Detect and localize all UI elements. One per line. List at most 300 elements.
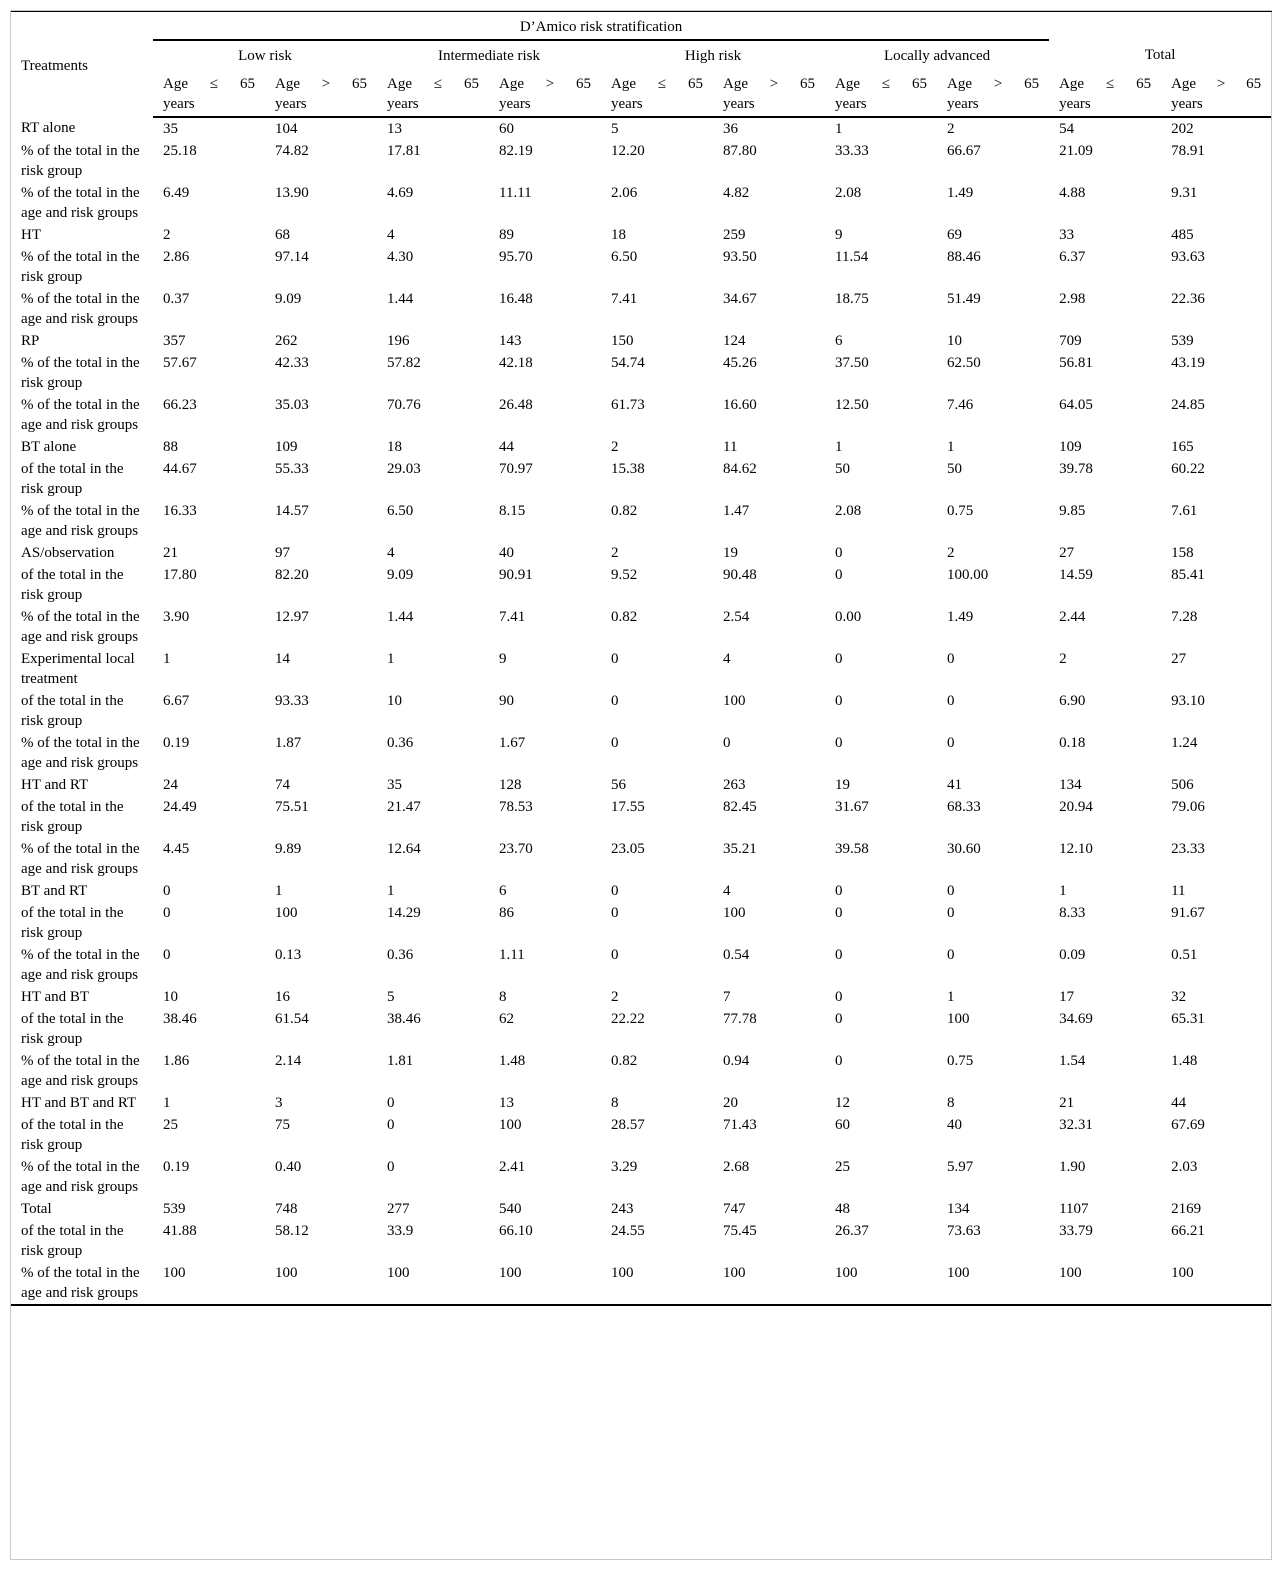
table-row bbox=[11, 1114, 1271, 1156]
table-cell: 0 bbox=[163, 883, 171, 899]
treatments-header: Treatments bbox=[21, 57, 88, 74]
table-cell: 0 bbox=[611, 693, 619, 709]
table-cell: 73.63 bbox=[947, 1223, 981, 1239]
table-cell: 0.54 bbox=[723, 947, 750, 963]
table-cell: 485 bbox=[1171, 227, 1194, 243]
table-cell: 25 bbox=[835, 1159, 850, 1175]
age-header-sym: > bbox=[1216, 76, 1226, 92]
table-cell: 0 bbox=[835, 1011, 843, 1027]
table-cell: 42.18 bbox=[499, 355, 533, 371]
table-cell: 0 bbox=[835, 1053, 843, 1069]
table-cell: 35.03 bbox=[275, 397, 309, 413]
table-row bbox=[11, 1156, 1271, 1198]
table-cell: 0 bbox=[947, 693, 955, 709]
group-header-intermediate-risk: Intermediate risk bbox=[377, 40, 601, 70]
table-cell: 18 bbox=[387, 439, 402, 455]
table-cell: 1 bbox=[947, 439, 955, 455]
table-cell: 69 bbox=[947, 227, 962, 243]
table-cell: 0 bbox=[387, 1159, 395, 1175]
table-cell: 5 bbox=[611, 121, 619, 137]
table-cell: 8.33 bbox=[1059, 905, 1086, 921]
table-cell: 45.26 bbox=[723, 355, 757, 371]
table-cell: 3.29 bbox=[611, 1159, 638, 1175]
age-column-header bbox=[713, 70, 825, 117]
table-cell: 1 bbox=[947, 989, 955, 1005]
table-cell: 50 bbox=[947, 461, 962, 477]
age-header-num: 65 bbox=[352, 76, 367, 92]
table-cell: 97.14 bbox=[275, 249, 309, 265]
row-label: BT alone bbox=[21, 439, 77, 455]
table-cell: 0.82 bbox=[611, 503, 638, 519]
table-cell: 2.98 bbox=[1059, 291, 1086, 307]
table-row bbox=[11, 352, 1271, 394]
table-cell: 1 bbox=[1059, 883, 1067, 899]
table-cell: 33 bbox=[1059, 227, 1075, 243]
table-cell: 24.55 bbox=[611, 1223, 645, 1239]
table-cell: 58.12 bbox=[275, 1223, 309, 1239]
table-cell: 97 bbox=[275, 545, 290, 561]
age-header-unit: years bbox=[835, 96, 867, 112]
row-label: % of the total in the age and risk groups bbox=[21, 185, 140, 221]
table-cell: 0.09 bbox=[1059, 947, 1086, 963]
table-cell: 4 bbox=[723, 651, 731, 667]
row-label: of the total in the risk group bbox=[21, 799, 124, 835]
table-cell: 539 bbox=[163, 1201, 186, 1217]
table-cell: 93.33 bbox=[275, 693, 309, 709]
table-cell: 34.69 bbox=[1059, 1011, 1093, 1027]
super-header: D’Amico risk stratification bbox=[519, 19, 683, 35]
row-label: RT alone bbox=[21, 120, 76, 136]
table-cell: 22.22 bbox=[611, 1011, 645, 1027]
age-header-sym: ≤ bbox=[209, 76, 219, 92]
table-cell: 0.13 bbox=[275, 947, 302, 963]
table-cell: 2 bbox=[611, 545, 619, 561]
table-cell: 1.49 bbox=[947, 609, 974, 625]
table-cell: 143 bbox=[499, 333, 522, 349]
table-row bbox=[11, 458, 1271, 500]
table-cell: 4.88 bbox=[1059, 185, 1086, 201]
table-cell: 93.63 bbox=[1171, 249, 1205, 265]
table-cell: 35 bbox=[163, 121, 178, 137]
table-cell: 36 bbox=[723, 121, 738, 137]
row-label: HT and BT and RT bbox=[21, 1095, 137, 1111]
table-cell: 31.67 bbox=[835, 799, 869, 815]
table-cell: 262 bbox=[275, 333, 298, 349]
table-cell: 9.31 bbox=[1171, 185, 1198, 201]
age-header-num: 65 bbox=[800, 76, 815, 92]
table-cell: 0 bbox=[611, 651, 619, 667]
empty-super-cell bbox=[1049, 12, 1271, 40]
table-cell: 1.90 bbox=[1059, 1159, 1086, 1175]
table-cell: 6.37 bbox=[1059, 249, 1086, 265]
table-cell: 1.24 bbox=[1171, 735, 1198, 751]
table-cell: 68 bbox=[275, 227, 290, 243]
row-label: of the total in the risk group bbox=[21, 905, 124, 941]
table-row bbox=[11, 690, 1271, 732]
age-header-num: 65 bbox=[911, 76, 927, 92]
table-cell: 39.78 bbox=[1059, 461, 1093, 477]
row-label: % of the total in the risk group bbox=[21, 143, 140, 179]
age-header-sym: > bbox=[769, 76, 779, 92]
table-cell: 100 bbox=[489, 1262, 601, 1305]
table-cell: 24.85 bbox=[1171, 397, 1205, 413]
table-cell: 0 bbox=[387, 1095, 395, 1111]
table-cell: 70.76 bbox=[387, 397, 421, 413]
table-cell: 259 bbox=[723, 227, 746, 243]
table-cell: 0.82 bbox=[611, 609, 638, 625]
table-cell: 2.03 bbox=[1171, 1159, 1198, 1175]
table-cell: 1.54 bbox=[1059, 1053, 1086, 1069]
table-cell: 41.88 bbox=[163, 1223, 197, 1239]
table-cell: 0.19 bbox=[163, 1159, 190, 1175]
row-label: % of the total in the age and risk groups bbox=[11, 1262, 153, 1305]
table-cell: 0.82 bbox=[611, 1053, 638, 1069]
table-cell: 13 bbox=[499, 1095, 514, 1111]
table-cell: 84.62 bbox=[723, 461, 757, 477]
table-cell: 18 bbox=[611, 227, 626, 243]
table-cell: 38.46 bbox=[387, 1011, 421, 1027]
table-cell: 134 bbox=[947, 1201, 970, 1217]
age-header-unit: years bbox=[499, 96, 531, 112]
table-cell: 77.78 bbox=[723, 1011, 757, 1027]
age-header-sym: > bbox=[993, 76, 1003, 92]
table-cell: 35 bbox=[387, 777, 402, 793]
table-cell: 100 bbox=[937, 1262, 1049, 1305]
table-cell: 128 bbox=[499, 777, 522, 793]
table-cell: 100.00 bbox=[947, 567, 989, 583]
table-row bbox=[11, 1198, 1271, 1220]
table-cell: 1.67 bbox=[499, 735, 526, 751]
table-cell: 0.37 bbox=[163, 291, 190, 307]
table-cell: 55.33 bbox=[275, 461, 309, 477]
table-cell: 62 bbox=[499, 1011, 514, 1027]
table-row bbox=[11, 1008, 1271, 1050]
table-cell: 0 bbox=[835, 989, 843, 1005]
table-cell: 4.69 bbox=[387, 185, 414, 201]
table-cell: 0 bbox=[611, 947, 619, 963]
table-cell: 109 bbox=[275, 439, 298, 455]
age-header-unit: years bbox=[947, 96, 979, 112]
table-cell: 62.50 bbox=[947, 355, 981, 371]
table-row bbox=[11, 1092, 1271, 1114]
table-cell: 2.08 bbox=[835, 503, 862, 519]
row-label: AS/observation bbox=[21, 545, 115, 561]
table-cell: 33.9 bbox=[387, 1223, 414, 1239]
table-cell: 17.81 bbox=[387, 143, 421, 159]
row-label: % of the total in the age and risk groups bbox=[21, 1053, 140, 1089]
row-label: % of the total in the risk group bbox=[21, 355, 140, 391]
table-cell: 88.46 bbox=[947, 249, 981, 265]
age-column-header bbox=[601, 70, 713, 117]
age-header-unit: years bbox=[1059, 96, 1091, 112]
table-cell: 35.21 bbox=[723, 841, 757, 857]
table-cell: 109 bbox=[1059, 439, 1082, 455]
table-cell: 30.60 bbox=[947, 841, 981, 857]
table-cell: 100 bbox=[723, 693, 746, 709]
row-label: % of the total in the age and risk groups bbox=[21, 841, 140, 877]
table-cell: 34.67 bbox=[723, 291, 757, 307]
table-cell: 61.73 bbox=[611, 397, 645, 413]
table-cell: 1 bbox=[835, 121, 843, 137]
table-cell: 748 bbox=[275, 1201, 298, 1217]
table-row bbox=[11, 500, 1271, 542]
table-cell: 9 bbox=[499, 651, 507, 667]
table-cell: 539 bbox=[1171, 333, 1194, 349]
table-cell: 13.90 bbox=[275, 185, 309, 201]
age-header-unit: years bbox=[275, 96, 307, 112]
table-cell: 196 bbox=[387, 333, 410, 349]
table-cell: 27 bbox=[1171, 651, 1187, 667]
table-cell: 74 bbox=[275, 777, 290, 793]
table-cell: 2.08 bbox=[835, 185, 862, 201]
table-cell: 6.90 bbox=[1059, 693, 1086, 709]
table-cell: 33.79 bbox=[1059, 1223, 1093, 1239]
table-cell: 124 bbox=[723, 333, 746, 349]
age-header-word: Age bbox=[275, 76, 300, 92]
table-cell: 1 bbox=[163, 651, 171, 667]
table-cell: 100 bbox=[499, 1117, 522, 1133]
row-label: % of the total in the risk group bbox=[21, 249, 140, 285]
table-cell: 88 bbox=[163, 439, 178, 455]
table-cell: 25 bbox=[163, 1117, 178, 1133]
table-cell: 11.11 bbox=[499, 185, 532, 201]
table-cell: 1.87 bbox=[275, 735, 302, 751]
table-cell: 165 bbox=[1171, 439, 1194, 455]
table-cell: 12.97 bbox=[275, 609, 309, 625]
table-cell: 0 bbox=[835, 651, 843, 667]
table-cell: 44.67 bbox=[163, 461, 197, 477]
table-cell: 10 bbox=[387, 693, 402, 709]
table-row bbox=[11, 140, 1271, 182]
row-label: of the total in the risk group bbox=[21, 567, 124, 603]
table-cell: 27 bbox=[1059, 545, 1075, 561]
age-header-word: Age bbox=[611, 76, 636, 92]
table-cell: 0.51 bbox=[1171, 947, 1198, 963]
row-label: Total bbox=[21, 1201, 52, 1217]
table-row bbox=[11, 796, 1271, 838]
table-cell: 61.54 bbox=[275, 1011, 309, 1027]
table-cell: 4 bbox=[723, 883, 731, 899]
table-row bbox=[11, 1262, 1271, 1305]
table-cell: 23.05 bbox=[611, 841, 645, 857]
row-label: % of the total in the age and risk groups bbox=[21, 503, 140, 539]
table-cell: 11 bbox=[1171, 883, 1186, 899]
age-header-sym: > bbox=[545, 76, 555, 92]
row-label: of the total in the risk group bbox=[21, 461, 124, 497]
table-cell: 0 bbox=[163, 947, 171, 963]
table-cell: 67.69 bbox=[1171, 1117, 1205, 1133]
table-cell: 64.05 bbox=[1059, 397, 1093, 413]
table-cell: 4.82 bbox=[723, 185, 750, 201]
table-cell: 18.75 bbox=[835, 291, 869, 307]
table-cell: 2.06 bbox=[611, 185, 638, 201]
age-column-header bbox=[265, 70, 377, 117]
table-cell: 56 bbox=[611, 777, 626, 793]
table-row bbox=[11, 224, 1271, 246]
table-row bbox=[11, 117, 1271, 140]
table-cell: 21 bbox=[163, 545, 178, 561]
table-cell: 1 bbox=[387, 651, 395, 667]
table-row bbox=[11, 394, 1271, 436]
table-cell: 66.21 bbox=[1171, 1223, 1205, 1239]
table-cell: 37.50 bbox=[835, 355, 869, 371]
table-cell: 357 bbox=[163, 333, 186, 349]
table-cell: 0 bbox=[835, 905, 843, 921]
table-cell: 75.51 bbox=[275, 799, 309, 815]
table-cell: 8 bbox=[499, 989, 507, 1005]
row-label: % of the total in the age and risk groups bbox=[21, 291, 140, 327]
row-label: HT and BT bbox=[21, 989, 90, 1005]
table-cell: 6 bbox=[835, 333, 843, 349]
row-label: BT and RT bbox=[21, 883, 88, 899]
table-row bbox=[11, 944, 1271, 986]
age-header-word: Age bbox=[947, 76, 972, 92]
table-cell: 78.53 bbox=[499, 799, 533, 815]
age-header-sym: ≤ bbox=[657, 76, 667, 92]
table-cell: 0.40 bbox=[275, 1159, 302, 1175]
table-cell: 5.97 bbox=[947, 1159, 974, 1175]
table-cell: 12.20 bbox=[611, 143, 645, 159]
table-cell: 104 bbox=[275, 121, 298, 137]
table-cell: 24.49 bbox=[163, 799, 197, 815]
table-cell: 6.49 bbox=[163, 185, 190, 201]
table-cell: 4.45 bbox=[163, 841, 190, 857]
table-cell: 28.57 bbox=[611, 1117, 645, 1133]
table-cell: 16.60 bbox=[723, 397, 757, 413]
table-cell: 4 bbox=[387, 545, 395, 561]
table-cell: 13 bbox=[387, 121, 402, 137]
table-cell: 32.31 bbox=[1059, 1117, 1093, 1133]
table-cell: 39.58 bbox=[835, 841, 869, 857]
table-cell: 40 bbox=[499, 545, 514, 561]
table-cell: 14.29 bbox=[387, 905, 421, 921]
table-cell: 747 bbox=[723, 1201, 746, 1217]
table-cell: 0 bbox=[611, 883, 619, 899]
table-row bbox=[11, 902, 1271, 944]
table-cell: 65.31 bbox=[1171, 1011, 1205, 1027]
table-cell: 78.91 bbox=[1171, 143, 1205, 159]
table-cell: 2.68 bbox=[723, 1159, 750, 1175]
table-cell: 2.41 bbox=[499, 1159, 526, 1175]
table-cell: 3 bbox=[275, 1095, 283, 1111]
table-cell: 44 bbox=[499, 439, 514, 455]
table-cell: 1 bbox=[163, 1095, 171, 1111]
row-label: % of the total in the age and risk groups bbox=[21, 397, 140, 433]
table-cell: 0 bbox=[835, 567, 843, 583]
table-cell: 0.18 bbox=[1059, 735, 1086, 751]
table-cell: 2 bbox=[947, 121, 955, 137]
table-body bbox=[11, 117, 1271, 1305]
table-cell: 100 bbox=[713, 1262, 825, 1305]
table-cell: 1.11 bbox=[499, 947, 525, 963]
row-label: RP bbox=[21, 333, 40, 349]
table-cell: 540 bbox=[499, 1201, 522, 1217]
table-row bbox=[11, 880, 1271, 902]
table-cell: 93.10 bbox=[1171, 693, 1205, 709]
age-header-unit: years bbox=[387, 96, 419, 112]
table-row bbox=[11, 564, 1271, 606]
table-cell: 2 bbox=[611, 989, 619, 1005]
table-cell: 158 bbox=[1171, 545, 1194, 561]
table-row bbox=[11, 986, 1271, 1008]
table-cell: 2 bbox=[1059, 651, 1067, 667]
table-cell: 21.09 bbox=[1059, 143, 1093, 159]
age-column-header bbox=[1161, 70, 1271, 117]
row-label: % of the total in the age and risk groups bbox=[21, 947, 140, 983]
table-cell: 74.82 bbox=[275, 143, 309, 159]
table-cell: 1107 bbox=[1059, 1201, 1089, 1217]
age-header-word: Age bbox=[163, 76, 188, 92]
group-header-locally-advanced: Locally advanced bbox=[825, 40, 1049, 70]
table-cell: 7.41 bbox=[611, 291, 638, 307]
table-cell: 0 bbox=[947, 735, 955, 751]
table-cell: 68.33 bbox=[947, 799, 981, 815]
table-row bbox=[11, 838, 1271, 880]
table-cell: 9 bbox=[835, 227, 843, 243]
table-cell: 1 bbox=[835, 439, 843, 455]
row-label: % of the total in the age and risk groups bbox=[21, 1159, 140, 1195]
table-cell: 2.44 bbox=[1059, 609, 1086, 625]
table-cell: 33.33 bbox=[835, 143, 869, 159]
table-cell: 90 bbox=[499, 693, 514, 709]
table-cell: 40 bbox=[947, 1117, 962, 1133]
table-cell: 25.18 bbox=[163, 143, 197, 159]
table-cell: 4.30 bbox=[387, 249, 414, 265]
table-cell: 9.52 bbox=[611, 567, 638, 583]
age-header-word: Age bbox=[723, 76, 748, 92]
age-column-header bbox=[825, 70, 937, 117]
table-cell: 1.86 bbox=[163, 1053, 190, 1069]
age-column-header bbox=[489, 70, 601, 117]
table-cell: 4 bbox=[387, 227, 395, 243]
age-column-header bbox=[937, 70, 1049, 117]
table-cell: 0 bbox=[835, 883, 843, 899]
table-cell: 14.57 bbox=[275, 503, 309, 519]
table-cell: 263 bbox=[723, 777, 746, 793]
table-cell: 57.67 bbox=[163, 355, 197, 371]
age-header-word: Age bbox=[1171, 76, 1197, 92]
table-cell: 16.48 bbox=[499, 291, 533, 307]
table-cell: 44 bbox=[1171, 1095, 1187, 1111]
table-cell: 0.19 bbox=[163, 735, 190, 751]
table-cell: 24 bbox=[163, 777, 178, 793]
age-column-header bbox=[377, 70, 489, 117]
table-cell: 1.48 bbox=[1171, 1053, 1198, 1069]
table-row bbox=[11, 330, 1271, 352]
table-cell: 12.10 bbox=[1059, 841, 1093, 857]
table-cell: 100 bbox=[377, 1262, 489, 1305]
table-cell: 0 bbox=[835, 735, 843, 751]
table-cell: 100 bbox=[153, 1262, 265, 1305]
table-cell: 7.46 bbox=[947, 397, 974, 413]
age-header-num: 65 bbox=[687, 76, 703, 92]
table-cell: 2 bbox=[947, 545, 955, 561]
table-cell: 82.19 bbox=[499, 143, 533, 159]
table-cell: 91.67 bbox=[1171, 905, 1205, 921]
table-cell: 12 bbox=[835, 1095, 850, 1111]
table-cell: 0 bbox=[835, 545, 843, 561]
table-row bbox=[11, 182, 1271, 224]
table-cell: 2 bbox=[611, 439, 619, 455]
table-cell: 85.41 bbox=[1171, 567, 1205, 583]
table-cell: 60 bbox=[835, 1117, 850, 1133]
table-cell: 0.36 bbox=[387, 735, 414, 751]
table-cell: 0.94 bbox=[723, 1053, 750, 1069]
table-cell: 16 bbox=[275, 989, 290, 1005]
table-cell: 93.50 bbox=[723, 249, 757, 265]
table-cell: 134 bbox=[1059, 777, 1082, 793]
table-cell: 66.10 bbox=[499, 1223, 533, 1239]
